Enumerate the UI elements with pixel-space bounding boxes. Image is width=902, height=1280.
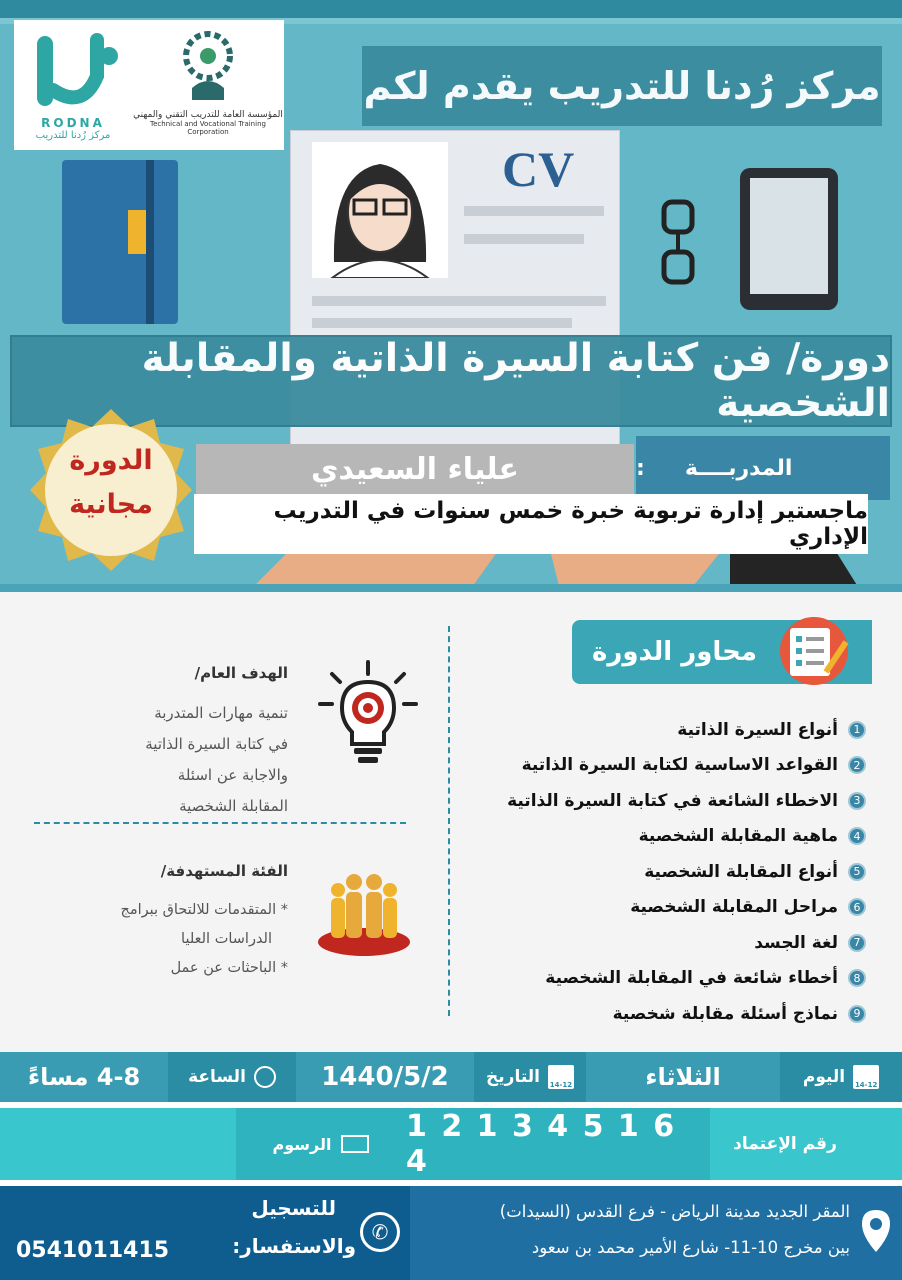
axes-list (480, 712, 866, 1032)
trainer-colon: : (636, 455, 645, 481)
day-label-cell (780, 1052, 902, 1102)
axes-item-text: أنواع المقابلة الشخصية (644, 861, 838, 882)
people-group-icon (316, 868, 412, 958)
axes-item (480, 961, 866, 997)
free-badge-line2: مجانية (69, 489, 153, 520)
axes-heading: محاور الدورة (592, 637, 757, 667)
trainer-credentials: ماجستير إدارة تربوية خبرة خمس سنوات في التدريب الإداري (273, 498, 868, 550)
axes-item-number: 5 (848, 863, 866, 881)
date-value: 1440/5/2 (296, 1052, 474, 1102)
axes-item (480, 854, 866, 890)
address-line1: المقر الجديد مدينة الرياض - فرع القدس (السيدات) (499, 1202, 850, 1221)
axes-item-number: 2 (848, 756, 866, 774)
rodna-logo-text: RODNA (41, 116, 105, 130)
register-cell (0, 1186, 410, 1280)
trainer-name-bar (196, 444, 634, 494)
target-line: * الباحثات عن عمل (170, 960, 288, 976)
trainer-credentials-bar (194, 494, 868, 554)
cv-label: CV (502, 141, 575, 197)
cv-photo (312, 142, 448, 278)
tvtc-logo-ar: المؤسسة العامة للتدريب التقني والمهني (133, 110, 283, 120)
location-pin-icon (860, 1208, 892, 1254)
axes-item (480, 925, 866, 961)
checklist-icon (768, 614, 858, 688)
fees-label: الرسوم (272, 1134, 332, 1154)
axes-item-text: لغة الجسد (754, 932, 838, 953)
axes-item-text: أنواع السيرة الذاتية (677, 719, 838, 740)
vertical-divider (448, 626, 450, 1016)
presenter-text: مركز رُدنا للتدريب يقدم لكم (363, 64, 881, 108)
notebook-icon (62, 160, 178, 324)
target-list (60, 896, 288, 983)
trainer-name: علياء السعيدي (310, 451, 520, 487)
course-title: دورة/ فن كتابة السيرة الذاتية والمقابلة الشخصية (141, 336, 890, 426)
tvtc-logo-en: Technical and Vocational Training Corporation (150, 120, 266, 136)
axes-item-number: 9 (848, 1005, 866, 1023)
goal-title: الهدف العام/ (194, 664, 288, 682)
axes-item-text: أخطاء شائعة في المقابلة الشخصية (545, 968, 838, 989)
clock-icon (254, 1066, 276, 1088)
axes-item (480, 996, 866, 1032)
axes-item (480, 890, 866, 926)
target-title: الفئة المستهدفة/ (160, 862, 288, 880)
phone-number[interactable]: 0541011415 (16, 1238, 170, 1263)
woman-avatar-icon (312, 142, 448, 278)
accreditation-value: 1 2 1 3 4 5 1 6 4 (406, 1109, 677, 1179)
date-label: التاريخ (486, 1067, 540, 1087)
address-line2: بين مخرج 10-11- شارع الأمير محمد بن سعود (531, 1238, 850, 1257)
axes-item-number: 8 (848, 969, 866, 987)
target-line: * المتقدمات للالتحاق ببرامج (120, 902, 288, 918)
notebook-spine (146, 160, 154, 324)
axes-item-text: الاخطاء الشائعة في كتابة السيرة الذاتية (507, 790, 838, 811)
rodna-logo-mark (23, 26, 123, 112)
calendar-icon: 14-12 (548, 1065, 574, 1089)
day-value: الثلاثاء (586, 1052, 780, 1102)
day-label: اليوم (802, 1067, 846, 1087)
axes-item (480, 783, 866, 819)
money-icon (341, 1135, 369, 1153)
axes-item-text: نماذج أسئلة مقابلة شخصية (612, 1003, 838, 1024)
accreditation-label: رقم الإعتماد (733, 1134, 837, 1154)
tablet-screen (750, 178, 828, 294)
register-line1: للتسجيل (251, 1196, 336, 1220)
axes-item (480, 748, 866, 784)
calendar-icon: 14-12 (853, 1065, 879, 1089)
tvtc-logo (132, 20, 284, 150)
date-label-cell (474, 1052, 586, 1102)
fees-label-wrap (236, 1118, 406, 1170)
cv-line (464, 206, 604, 216)
axes-item (480, 712, 866, 748)
horizontal-divider (34, 822, 406, 824)
axes-item-number: 3 (848, 792, 866, 810)
axes-item (480, 819, 866, 855)
rodna-logo-subtitle: مركز رُدنا للتدريب (35, 130, 111, 141)
axes-item-number: 6 (848, 898, 866, 916)
phone-icon: ✆ (360, 1212, 400, 1252)
cv-line (312, 318, 572, 328)
register-line2: والاستفسار: (232, 1234, 356, 1258)
target-line: الدراسات العليا (181, 931, 272, 947)
axes-item-text: مراحل المقابلة الشخصية (630, 897, 838, 918)
tvtc-logo-mark (178, 26, 238, 106)
lightbulb-target-icon (318, 660, 418, 770)
top-stripe (0, 0, 902, 18)
goal-text: تنمية مهارات المتدربة في كتابة السيرة الذاتية والاجابة عن اسئلة المقابلة الشخصية (145, 704, 288, 815)
axes-item-text: ماهية المقابلة الشخصية (638, 826, 838, 847)
section-divider (0, 584, 902, 592)
axes-item-text: القواعد الاساسية لكتابة السيرة الذاتية (521, 755, 838, 776)
cv-line (312, 296, 606, 306)
free-course-badge (26, 405, 196, 575)
presenter-banner (362, 46, 882, 126)
trainer-label-bar (636, 436, 890, 500)
glasses-icon (660, 198, 696, 288)
axes-item-number: 4 (848, 827, 866, 845)
trainer-label: المدربــــة (684, 455, 793, 481)
time-label: الساعة (188, 1067, 246, 1087)
axes-item-number: 1 (848, 721, 866, 739)
time-label-cell (168, 1052, 296, 1102)
axes-item-number: 7 (848, 934, 866, 952)
free-badge-line1: الدورة (69, 445, 153, 476)
rodna-logo (14, 20, 132, 150)
cv-line (464, 234, 584, 244)
time-value: 4-8 مساءً (0, 1052, 168, 1102)
